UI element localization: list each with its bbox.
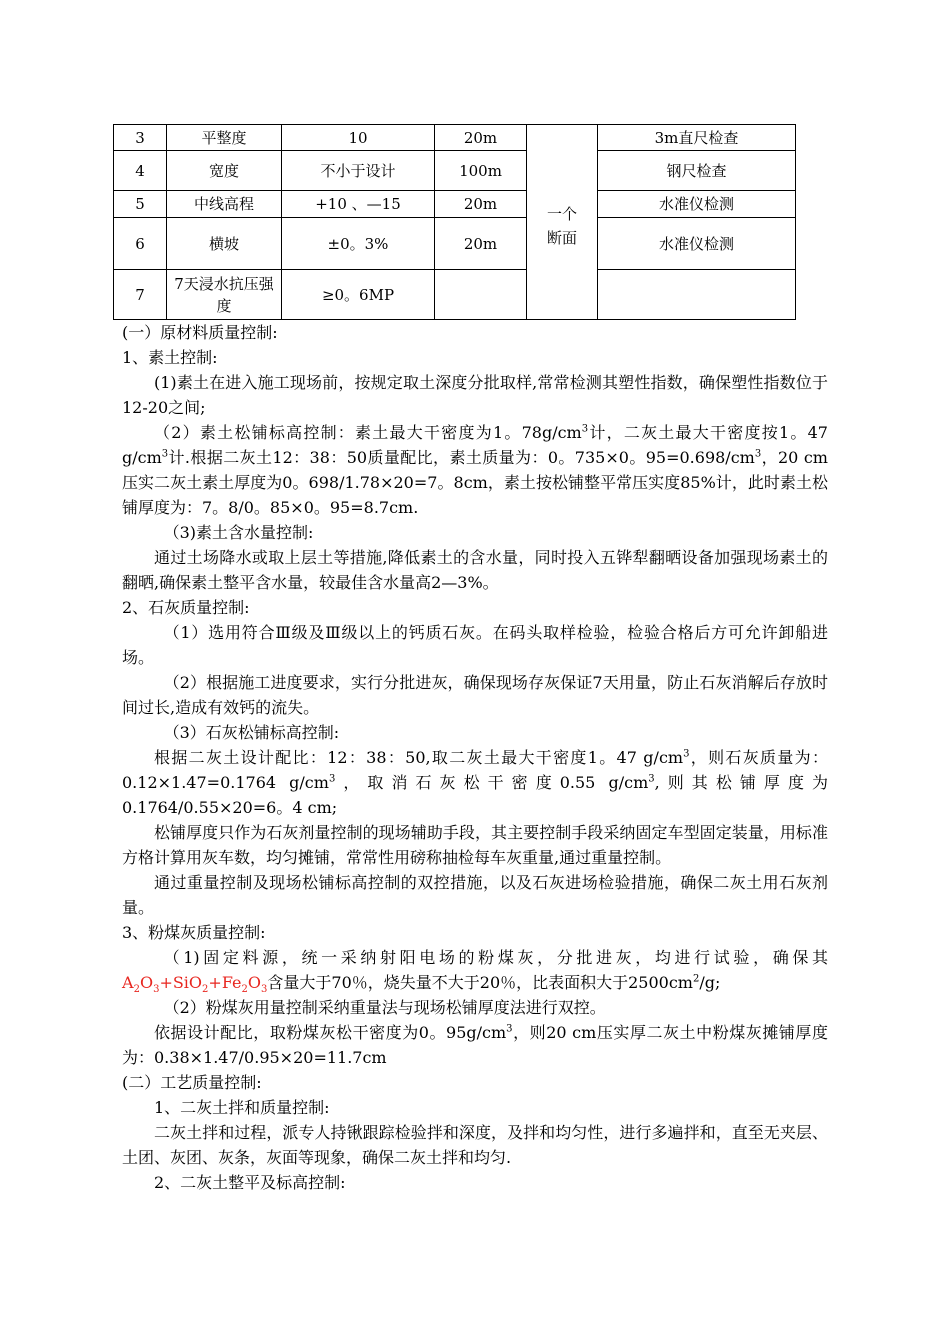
section-heading: (一）原材料质量控制: (122, 323, 278, 342)
paragraph: 通过重量控制及现场松铺标高控制的双控措施，以及石灰进场检验措施，确保二灰土用石灰剂量。 (122, 873, 828, 917)
row-item: 横坡 (167, 218, 282, 270)
row-item: 中线高程 (167, 191, 282, 218)
paragraph: （1）选用符合Ⅲ级及Ⅲ级以上的钙质石灰。在码头取样检验，检验合格后方可允许卸船进场。 (122, 623, 828, 667)
row-freq: 20m (435, 125, 527, 151)
paragraph: 依据设计配比，取粉煤灰松干密度为0。$95g/cm^3$，则20 cm压实厚二灰土中粉煤灰摊铺厚度为：0.38×1.47/0.95×20=11.7cm (122, 1023, 828, 1067)
paragraph: （2）素土松铺标高控制：素土最大干密度为1。$78g/cm^3$计，二灰土最大干密度按1。47 $g/cm^3$计.根据二灰土12：38：50质量配比，素土质量为：0。735×0。$95=0.698/cm^3$，20 cm压实二灰土素土厚度为0。698/1.78×20=7。8cm，素土按松铺整平常压实度85%计，此时素土松铺厚度为：7。8/0。85×0。95=8.7cm. (122, 423, 828, 517)
row-item: 平整度 (167, 125, 282, 151)
subsection-heading: 1、二灰土拌和质量控制: (154, 1098, 330, 1117)
paragraph: （2）粉煤灰用量控制采纳重量法与现场松铺厚度法进行双控。 (163, 998, 606, 1017)
row-value: 10 (282, 125, 435, 151)
paragraph: （3）石灰松铺标高控制: (163, 723, 340, 742)
row-freq: 20m (435, 218, 527, 270)
subsection-heading: 3、粉煤灰质量控制: (122, 923, 266, 942)
paragraph: （2）根据施工进度要求，实行分批进灰，确保现场存灰保证7天用量，防止石灰消解后存放时间过长,造成有效钙的流失。 (122, 673, 828, 717)
merged-section-text: 一个断面 (546, 205, 577, 247)
subsection-heading: 2、二灰土整平及标高控制: (154, 1173, 346, 1192)
subsection-heading: 2、石灰质量控制: (122, 598, 250, 617)
table-row (114, 191, 796, 218)
row-no: 5 (114, 191, 167, 218)
row-method: 钢尺检查 (598, 151, 796, 191)
row-value: ±0。3% (282, 218, 435, 270)
row-item (167, 270, 282, 320)
merged-section-cell (527, 125, 598, 320)
subsection-heading: 1、素土控制: (122, 348, 218, 367)
row-method: 3m直尺检查 (598, 125, 796, 151)
chemical-formula: $A_2O_3+SiO_2+Fe_2O_3$ (122, 973, 268, 996)
paragraph: 二灰土拌和过程，派专人持锹跟踪检验拌和深度，及拌和均匀性，进行多遍拌和，直至无夹层、土团、灰团、灰条，灰面等现象，确保二灰土拌和均匀. (122, 1123, 828, 1167)
row-method: 水准仪检测 (598, 191, 796, 218)
row-value: ≥0。6MP (282, 270, 435, 320)
paragraph: 通过土场降水或取上层土等措施,降低素土的含水量，同时投入五铧犁翻晒设备加强现场素土的翻晒,确保素土整平含水量，较最佳含水量高2—3%。 (122, 548, 828, 592)
row-value: +10 、—15 (282, 191, 435, 218)
row-method (598, 270, 796, 320)
row-no: 6 (114, 218, 167, 270)
row-item-text: 7天浸水抗压强度 (174, 274, 274, 315)
spec-table (113, 124, 796, 320)
table-row (114, 270, 796, 320)
paragraph: （1)固定料源，统一采纳射阳电场的粉煤灰，分批进灰，均进行试验，确保其$A_2O_3+SiO_2+Fe_2O_3$含量大于70％，烧失量不大于20％，比表面积大于$2500cm^2/g$; (122, 948, 828, 996)
row-item: 宽度 (167, 151, 282, 191)
row-no: 4 (114, 151, 167, 191)
paragraph: 松铺厚度只作为石灰剂量控制的现场辅助手段，其主要控制手段采纳固定车型固定装量，用标准方格计算用灰车数，均匀摊铺，常常性用磅称抽检每车灰重量,通过重量控制。 (122, 823, 828, 867)
paragraph: (1)素土在进入施工现场前，按规定取土深度分批取样,常常检测其塑性指数，确保塑性指数位于12-20之间; (122, 373, 828, 417)
section-heading: (二）工艺质量控制: (122, 1073, 262, 1092)
row-freq: 20m (435, 191, 527, 218)
paragraph: （3)素土含水量控制: (163, 523, 314, 542)
table-row (114, 218, 796, 270)
row-no: 7 (114, 270, 167, 320)
row-freq (435, 270, 527, 320)
row-method: 水准仪检测 (598, 218, 796, 270)
row-value: 不小于设计 (282, 151, 435, 191)
row-no: 3 (114, 125, 167, 151)
row-freq: 100m (435, 151, 527, 191)
body-text (122, 320, 828, 1195)
table-row (114, 125, 796, 151)
table-row (114, 151, 796, 191)
paragraph: 根据二灰土设计配比：12：38：50,取二灰土最大干密度1。47 $g/cm^3$，则石灰质量为：0.12×1.47=0.1764 $g/cm^3$，取消石灰松干密度0.55 $g/cm^3$,则其松铺厚度为0.1764/0.55×20=6。4 cm; (122, 748, 828, 817)
